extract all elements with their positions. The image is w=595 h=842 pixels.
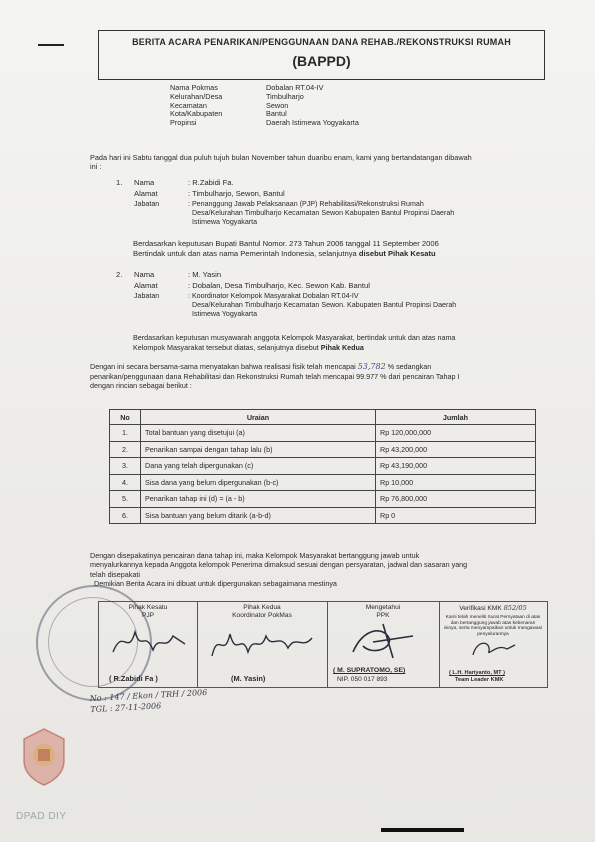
header-uraian: Uraian	[141, 410, 376, 425]
document-code: (BAPPD)	[292, 53, 351, 69]
intro-paragraph: Pada hari ini Sabtu tanggal dua puluh tujuh bulan November tahun duaribu enam, kami yang bertandatangan dibawah ini :	[90, 153, 472, 172]
signature-col-ppk: Mengetahui PPK ( M. SUPRATOMO, SE) NIP. 050 017 893	[327, 602, 440, 687]
meta-row: Kelurahan/Desa Timbulharjo	[170, 91, 304, 101]
table-row: 1. Total bantuan yang disetujui (a) Rp 120,000,000	[110, 425, 536, 442]
meta-row: Propinsi Daerah Istimewa Yogyakarta	[170, 118, 359, 128]
signature-4	[463, 637, 523, 659]
kmk-statement: Kami telah meneliti Surat Pernyataan di atas dan bertanggung jawab atas kebenaran isinya, serta menyampaikan untuk mengawasi penyalurannya	[443, 615, 543, 637]
signature-2	[202, 620, 322, 664]
document-title: BERITA ACARA PENARIKAN/PENGGUNAAN DANA REHAB./REKONSTRUKSI RUMAH	[132, 37, 511, 47]
signature-col-pihak-kedua: Pihak Kedua Koordinator PokMas (M. Yasin)	[197, 602, 328, 687]
handwritten-percent: 53,782	[357, 362, 386, 371]
signature-1	[103, 622, 193, 662]
agreement-paragraph: Dengan ini secara bersama-sama menyatakan bahwa realisasi fisik telah mencapai 53,782 % sedangkan penarikan/penggunaan dana Rehabilitasi dan Rekonstruksi Rumah telah mencapai 99.977 % dari pencairan Tahap I dengan rincian sebagai berikut :	[90, 362, 460, 391]
bottom-bar	[381, 828, 464, 832]
table-row: 2. Penarikan sampai dengan tahap lalu (b) Rp 43,200,000	[110, 441, 536, 458]
table-row: 6. Sisa bantuan yang belum ditarik (a-b-d) Rp 0	[110, 507, 536, 524]
header-no: No	[110, 410, 141, 425]
party-2-basis: Berdasarkan keputusan musyawarah anggota Kelompok Masyarakat, bertindak untuk dan atas nama Kelompok Masyarakat tersebut diatas, selanjutnya disebut Pihak Kedua	[133, 333, 456, 352]
meta-row: Kecamatan Sewon	[170, 100, 289, 110]
closing-paragraph: Dengan disepakatinya pencairan dana tahap ini, maka Kelompok Masyarakat bertanggung jawab untuk menyalurkannya kepada Anggota kelompok Penerima dimaksud sesuai dengan persyaratan, jadwal dan sasaran yang telah disepakati Demikian Berita Acara ini dibuat untuk dipergunakan sebagaimana mestinya	[90, 551, 468, 589]
signature-col-kmk: Verifikasi KMK 852/05 Kami telah meneliti Surat Pernyataan di atas dan bertanggung jawab atas kebenaran isinya, serta menyampaikan untuk mengawasi penyalurannya ( L.H. Hariyanto, MT ) Team Leader KMK	[439, 602, 547, 687]
meta-block	[170, 84, 359, 128]
party-1-basis: Berdasarkan keputusan Bupati Bantul Nomor. 273 Tahun 2006 tanggal 11 September 2006 Bertindak untuk dan atas nama Pemerintah Indonesia, selanjutnya disebut Pihak Kesatu	[133, 239, 439, 258]
party-1-name: 1. Nama : R.Zabidi Fa.	[116, 178, 234, 187]
table-header-row	[110, 410, 536, 425]
party-2-name: 2. Nama : M. Yasin	[116, 270, 222, 279]
party-1-address: Alamat : Timbulharjo, Sewon, Bantul	[134, 189, 285, 198]
archive-logo-icon	[18, 725, 70, 787]
funds-table	[109, 409, 536, 524]
watermark-text: DPAD DIY	[16, 811, 67, 822]
signature-box	[98, 601, 548, 688]
party-1-position: Jabatan : Penanggung Jawab Pelaksanaan (PJP) Rehabilitasi/Rekonstruksi Rumah Desa/Kelurahan Timbulharjo Kecamatan Sewon Kabupaten Bantul Propinsi Daerah Istimewa Yogyakarta	[134, 200, 455, 226]
meta-row: Kota/Kabupaten Bantul	[170, 109, 287, 119]
handwritten-note: No : 147 / Ekon / TRH / 2006 TGL : 27-11-2006	[89, 687, 208, 715]
margin-dash	[38, 44, 64, 46]
party-2-address: Alamat : Dobalan, Desa Timbulharjo, Kec. Sewon Kab. Bantul	[134, 281, 370, 290]
table-row: 4. Sisa dana yang belum dipergunakan (b-c) Rp 10,000	[110, 474, 536, 491]
party-2-position: Jabatan : Koordinator Kelompok Masyarakat Dobalan RT.04-IV Desa/Kelurahan Timbulharjo Kecamatan Sewon. Kabupaten Bantul Propinsi Daerah Istimewa Yogyakarta	[134, 292, 457, 319]
header-jumlah: Jumlah	[376, 410, 536, 425]
table-row: 3. Dana yang telah dipergunakan (c) Rp 43,190,000	[110, 458, 536, 475]
signature-3	[333, 620, 433, 660]
signature-col-pihak-kesatu: Pihak Kesatu PJP ( R.Zabidi Fa )	[99, 602, 198, 687]
title-box	[98, 30, 545, 80]
table-row: 5. Penarikan tahap ini (d) = (a - b) Rp 76,800,000	[110, 491, 536, 508]
meta-row: Nama Pokmas Dobalan RT.04-IV	[170, 83, 324, 92]
